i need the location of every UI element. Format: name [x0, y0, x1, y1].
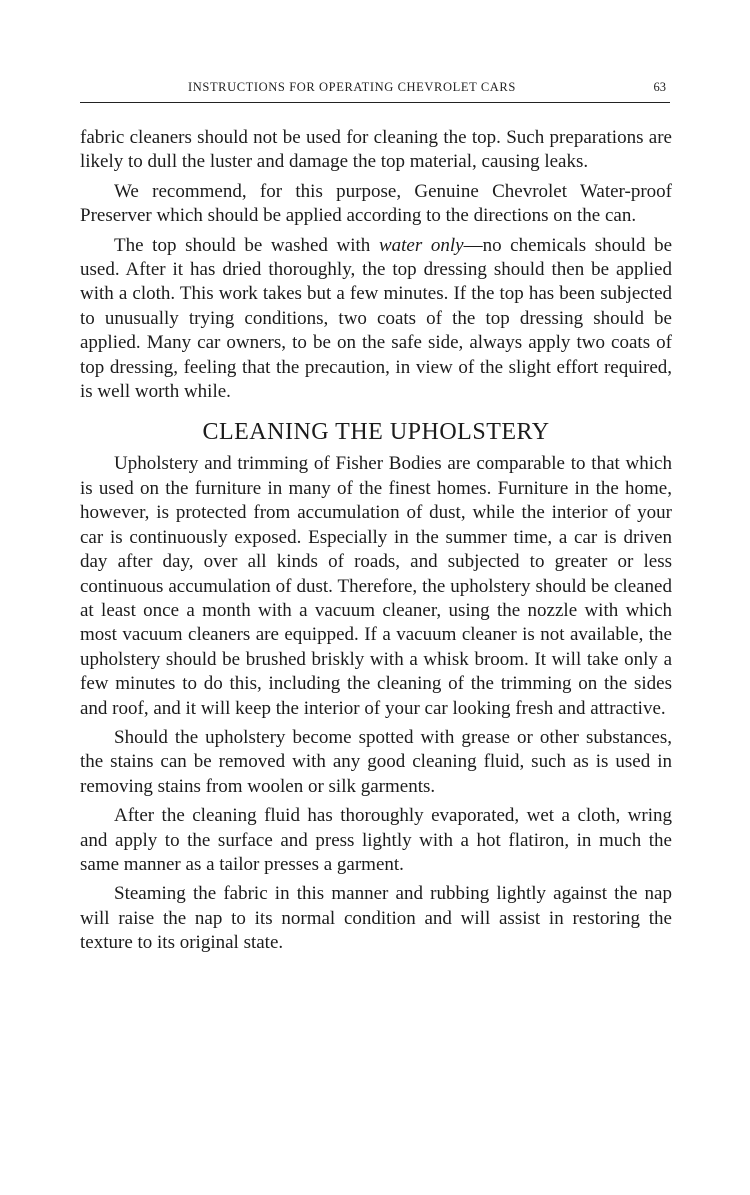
paragraph-stain-removal: Should the upholstery become spotted with grease or other substances, the stains can be removed with any good cleaning fluid, such as is used in removing stains from woolen or silk garments. — [80, 726, 672, 797]
paragraph-steaming-fabric: Steaming the fabric in this manner and rubbing lightly against the nap will raise the nap to its normal condition and will assist in restoring the texture to its original state. — [80, 883, 672, 954]
page-number: 63 — [653, 80, 666, 94]
running-title: INSTRUCTIONS FOR OPERATING CHEVROLET CARS — [188, 80, 516, 94]
paragraph-waterproof-preserver: We recommend, for this purpose, Genuine Chevrolet Water-proof Preserver which should be applied according to the directions on the can. — [80, 180, 672, 227]
top-wash-text-after: —no chemicals should be used. After it has dried thoroughly, the top dressing should then be applied with a cloth. This work takes but a few minutes. If the top has been subjected to unusually trying conditions, two coats of the top dressing should be applied. Many car owners, to be on the safe side, always apply two coats of top dressing, feeling that the precaution, in view of the slight effort required, is well worth while. — [80, 234, 673, 403]
top-wash-text-before: The top should be washed with — [114, 234, 379, 256]
water-only-emphasis: water only — [378, 234, 464, 256]
paragraph-top-washing — [80, 234, 672, 405]
paragraph-upholstery-vacuum: Upholstery and trimming of Fisher Bodies are comparable to that which is used on the furniture in many of the finest homes. Furniture in the home, however, is protected from accumulation of dust, while the interior of your car is continuously exposed. Especially in the summer time, a car is driven day after day, over all kinds of roads, and subjected to greater or less continuous accumulation of dust. Therefore, the upholstery should be cleaned at least once a month with a vacuum cleaner, using the nozzle with which most vacuum cleaners are equipped. If a vacuum cleaner is not available, the upholstery should be brushed briskly with a whisk broom. It will take only a few minutes to do this, including the cleaning of the trimming on the sides and roof, and it will keep the interior of your car looking fresh and attractive. — [80, 453, 672, 719]
body-text — [80, 126, 672, 961]
section-heading: CLEANING THE UPHOLSTERY — [202, 419, 550, 446]
paragraph-flatiron-pressing: After the cleaning fluid has thoroughly evaporated, wet a cloth, wring and apply to the surface and press lightly with a hot flatiron, in much the same manner as a tailor presses a garment. — [80, 805, 672, 875]
running-header — [80, 80, 670, 103]
paragraph-top-care-continued: fabric cleaners should not be used for cleaning the top. Such preparations are likely to dull the luster and damage the top material, causing leaks. — [80, 127, 672, 173]
